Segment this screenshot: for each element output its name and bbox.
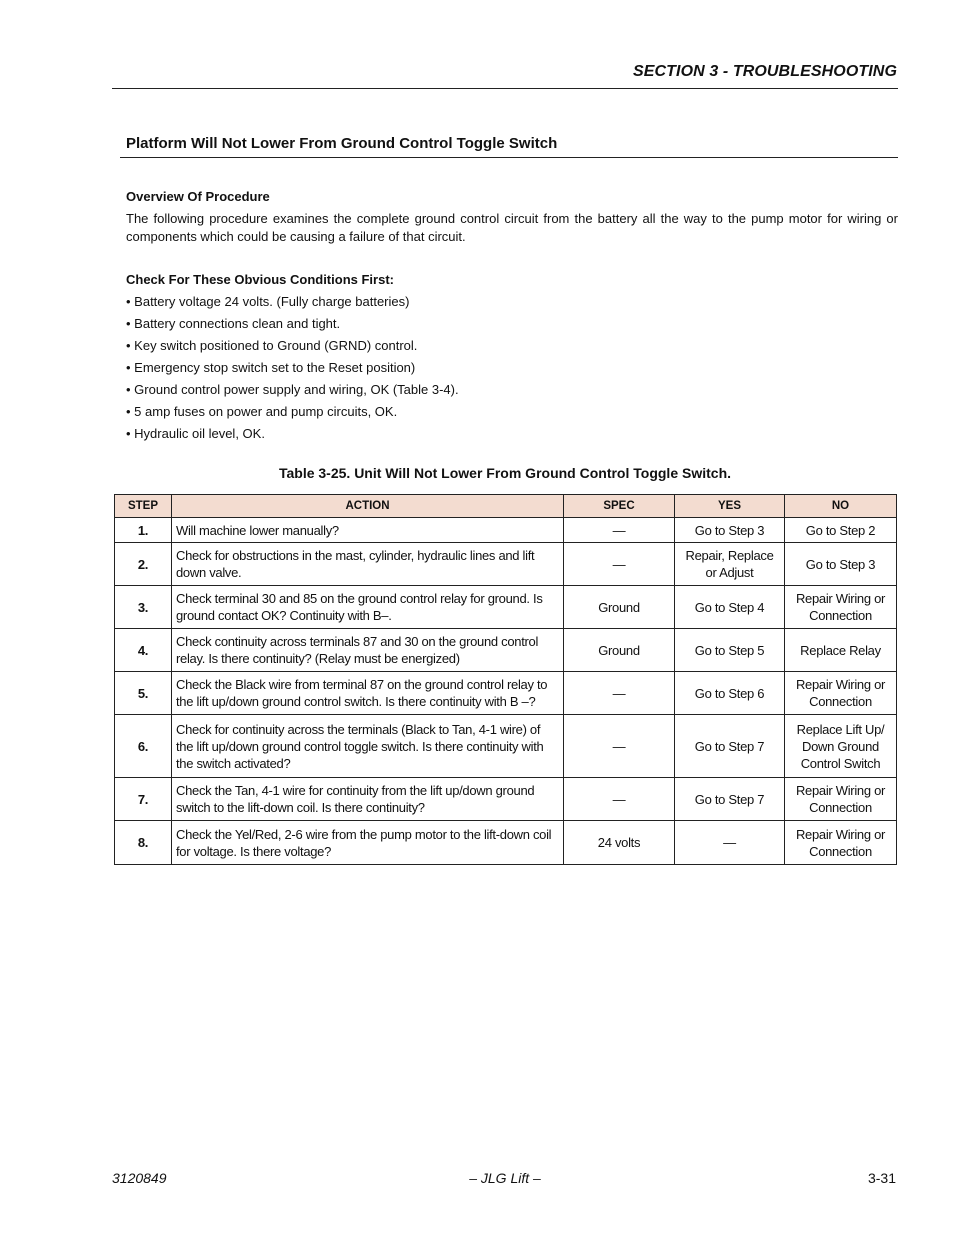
table-row — [115, 715, 897, 778]
table-row — [115, 518, 897, 543]
step-cell: 2. — [115, 543, 172, 586]
spec-cell: — — [564, 778, 675, 821]
header-yes: YES — [675, 495, 785, 518]
overview-text: The following procedure examines the complete ground control circuit from the battery all the way to the pump motor for wiring or components which could be causing a failure of that circuit. — [126, 211, 898, 244]
yes-cell: Go to Step 5 — [675, 629, 785, 672]
step-cell: 5. — [115, 672, 172, 715]
yes-cell: Go to Step 3 — [675, 518, 785, 543]
yes-cell: Repair, Replace or Adjust — [675, 543, 785, 586]
yes-cell: — — [675, 821, 785, 865]
spec-cell: Ground — [564, 629, 675, 672]
action-cell: Check for obstructions in the mast, cylinder, hydraulic lines and lift down valve. — [172, 543, 564, 586]
table-row — [115, 672, 897, 715]
action-cell: Check the Yel/Red, 2-6 wire from the pump motor to the lift-down coil for voltage. Is there voltage? — [172, 821, 564, 865]
spec-cell: — — [564, 543, 675, 586]
footer-doc-number: 3120849 — [112, 1170, 167, 1186]
footer-company: – JLG Lift – — [469, 1170, 541, 1186]
table-caption: Table 3-25. Unit Will Not Lower From Ground Control Toggle Switch. — [278, 465, 732, 481]
check-conditions-title: Check For These Obvious Conditions First: — [126, 272, 394, 287]
no-cell: Repair Wiring or Connection — [785, 821, 897, 865]
section-title: SECTION 3 - TROUBLESHOOTING — [632, 63, 897, 80]
spec-cell: — — [564, 715, 675, 778]
heading-rule — [120, 157, 898, 158]
header-rule — [112, 88, 898, 89]
table-row — [115, 629, 897, 672]
spec-cell: — — [564, 672, 675, 715]
action-cell: Check terminal 30 and 85 on the ground control relay for ground. Is ground contact OK? Continuity with B–. — [172, 586, 564, 629]
action-cell: Check the Tan, 4-1 wire for continuity from the lift up/down ground switch to the lift-down coil. Is there continuity? — [172, 778, 564, 821]
step-cell: 3. — [115, 586, 172, 629]
step-cell: 8. — [115, 821, 172, 865]
list-item: • Emergency stop switch set to the Reset position) — [126, 359, 826, 381]
yes-cell: Go to Step 7 — [675, 715, 785, 778]
spec-cell: Ground — [564, 586, 675, 629]
step-cell: 4. — [115, 629, 172, 672]
no-cell: Repair Wiring or Connection — [785, 586, 897, 629]
step-cell: 7. — [115, 778, 172, 821]
list-item: • Hydraulic oil level, OK. — [126, 425, 826, 447]
list-item: • 5 amp fuses on power and pump circuits, OK. — [126, 403, 826, 425]
table-header-row — [115, 495, 897, 518]
spec-cell: — — [564, 518, 675, 543]
list-item: • Key switch positioned to Ground (GRND) control. — [126, 337, 826, 359]
no-cell: Replace Lift Up/ Down Ground Control Switch — [785, 715, 897, 778]
header-step: STEP — [115, 495, 172, 518]
yes-cell: Go to Step 6 — [675, 672, 785, 715]
table-row — [115, 821, 897, 865]
header-no: NO — [785, 495, 897, 518]
footer-page-number: 3-31 — [867, 1170, 896, 1186]
table-row — [115, 778, 897, 821]
section-heading: Platform Will Not Lower From Ground Control Toggle Switch — [126, 135, 558, 152]
step-cell: 6. — [115, 715, 172, 778]
action-cell: Will machine lower manually? — [172, 518, 564, 543]
no-cell: Go to Step 3 — [785, 543, 897, 586]
no-cell: Repair Wiring or Connection — [785, 778, 897, 821]
troubleshooting-table — [114, 494, 897, 865]
no-cell: Repair Wiring or Connection — [785, 672, 897, 715]
step-cell: 1. — [115, 518, 172, 543]
action-cell: Check the Black wire from terminal 87 on the ground control relay to the lift up/down ground control switch. Is there continuity with B –? — [172, 672, 564, 715]
no-cell: Go to Step 2 — [785, 518, 897, 543]
list-item: • Battery voltage 24 volts. (Fully charge batteries) — [126, 293, 826, 315]
yes-cell: Go to Step 7 — [675, 778, 785, 821]
list-item: • Battery connections clean and tight. — [126, 315, 826, 337]
yes-cell: Go to Step 4 — [675, 586, 785, 629]
header-spec: SPEC — [564, 495, 675, 518]
action-cell: Check continuity across terminals 87 and 30 on the ground control relay. Is there continuity? (Relay must be energized) — [172, 629, 564, 672]
table-row — [115, 543, 897, 586]
list-item: • Ground control power supply and wiring, OK (Table 3-4). — [126, 381, 826, 403]
no-cell: Replace Relay — [785, 629, 897, 672]
check-conditions-list — [126, 293, 826, 447]
action-cell: Check for continuity across the terminals (Black to Tan, 4-1 wire) of the lift up/down ground control toggle switch. Is there continuity with the switch activated? — [172, 715, 564, 778]
overview-title: Overview Of Procedure — [126, 189, 270, 204]
table-row — [115, 586, 897, 629]
spec-cell: 24 volts — [564, 821, 675, 865]
header-action: ACTION — [172, 495, 564, 518]
